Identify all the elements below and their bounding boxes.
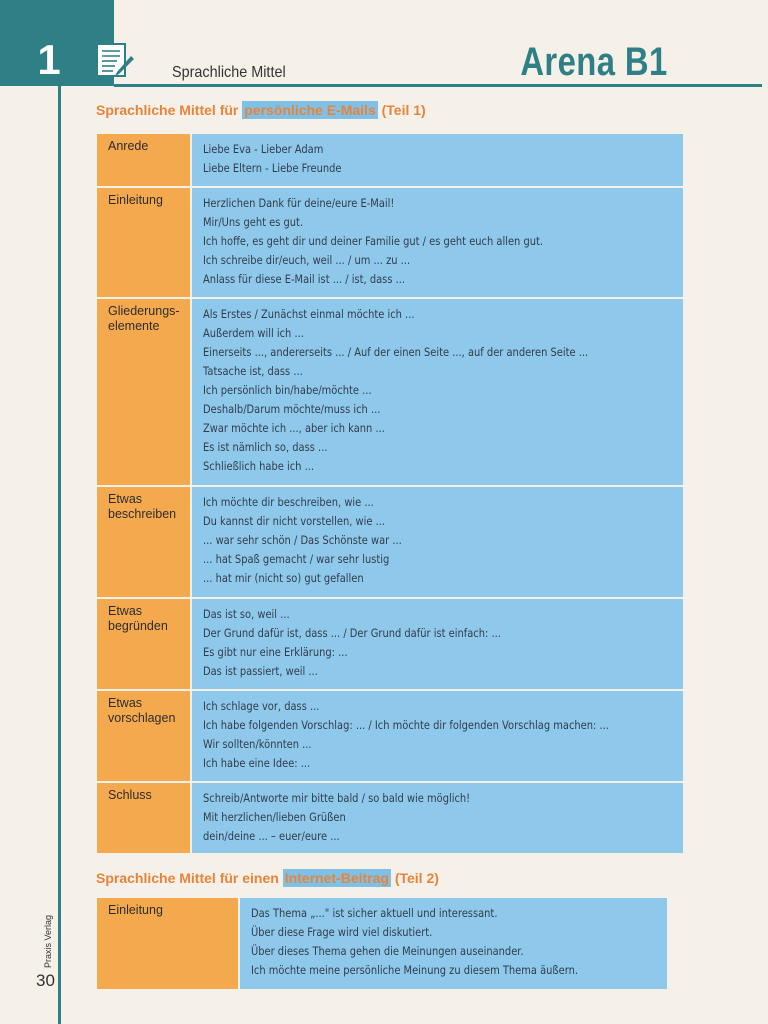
phrases-cell — [191, 298, 683, 486]
page-number: 30 — [36, 971, 55, 990]
phrase-item: Ich möchte meine persönliche Meinung zu diesem Thema äußern. — [251, 963, 579, 977]
phrase-item: Ich schlage vor, dass ... — [202, 699, 320, 713]
phrase-item: Schließlich habe ich ... — [202, 459, 314, 473]
phrase-row — [97, 187, 683, 298]
category-cell — [97, 898, 239, 990]
phrase-item: Ich hoffe, es geht dir und deiner Familie gut / es geht euch allen gut. — [202, 234, 543, 248]
category-cell — [97, 298, 191, 486]
phrase-item: Ich habe eine Idee: ... — [202, 756, 310, 770]
category-label: Etwas beschreiben — [108, 492, 177, 521]
notepad-pencil-icon — [95, 42, 135, 84]
phrase-row — [97, 898, 667, 990]
phrase-item: Herzlichen Dank für deine/eure E-Mail! — [202, 196, 394, 210]
phrase-item: Liebe Eva - Lieber Adam — [202, 142, 323, 156]
phrase-item: Es ist nämlich so, dass ... — [202, 440, 328, 454]
phrase-item: Du kannst dir nicht vorstellen, wie ... — [202, 514, 385, 528]
phrase-item: ... hat mir (nicht so) gut gefallen — [202, 571, 364, 585]
phrase-item: Das ist passiert, weil ... — [202, 664, 318, 678]
category-label: Einleitung — [108, 193, 163, 207]
phrase-item: Ich schreibe dir/euch, weil ... / um ... zu ... — [202, 253, 410, 267]
phrase-item: Tatsache ist, dass ... — [202, 364, 303, 378]
phrases-cell — [191, 782, 683, 854]
category-label: Etwas vorschlagen — [108, 696, 176, 725]
phrase-item: Anlass für diese E-Mail ist ... / ist, dass ... — [202, 272, 405, 286]
phrase-item: Zwar möchte ich ..., aber ich kann ... — [202, 421, 385, 435]
phrase-item: Wir sollten/könnten ... — [202, 737, 312, 751]
brand-title: Arena B1 — [520, 40, 668, 84]
section-label: Sprachliche Mittel — [172, 64, 286, 81]
phrases-cell — [191, 134, 683, 187]
phrase-list — [192, 299, 683, 482]
phrase-row — [97, 134, 683, 187]
phrase-item: Es gibt nur eine Erklärung: ... — [202, 645, 348, 659]
section-title-internet-post — [96, 870, 439, 886]
header-divider — [114, 84, 762, 87]
category-label: Schluss — [108, 788, 152, 802]
phrase-list — [192, 487, 683, 594]
phrase-item: ... hat Spaß gemacht / war sehr lustig — [202, 552, 389, 566]
phrase-item: ... war sehr schön / Das Schönste war ... — [202, 533, 402, 547]
phrase-item: Als Erstes / Zunächst einmal möchte ich ... — [202, 307, 415, 321]
phrases-cell — [239, 898, 667, 990]
internet-post-phrase-table — [97, 898, 667, 991]
section-title-suffix: (Teil 1) — [377, 102, 426, 118]
category-label: Gliederungs- elemente — [108, 304, 180, 333]
phrase-item: Über dieses Thema gehen die Meinungen auseinander. — [251, 944, 524, 958]
phrase-item: Einerseits ..., andererseits ... / Auf der einen Seite ..., auf der anderen Seite ... — [202, 345, 588, 359]
phrase-row — [97, 690, 683, 782]
phrase-item: Mit herzlichen/lieben Grüßen — [202, 810, 346, 824]
category-cell — [97, 486, 191, 598]
section-title-prefix: Sprachliche Mittel für — [96, 102, 243, 118]
phrase-item: Deshalb/Darum möchte/muss ich ... — [202, 402, 380, 416]
margin-rule — [58, 86, 61, 1024]
section-title-prefix: Sprachliche Mittel für einen — [96, 870, 283, 886]
phrase-item: Das ist so, weil ... — [202, 607, 290, 621]
phrase-item: Ich habe folgenden Vorschlag: ... / Ich möchte dir folgenden Vorschlag machen: ... — [202, 718, 609, 732]
phrases-cell — [191, 598, 683, 690]
category-cell — [97, 134, 191, 187]
category-cell — [97, 187, 191, 298]
publisher-note: Praxis Verlag — [43, 914, 53, 968]
category-label: Etwas begründen — [108, 604, 168, 633]
phrase-list — [192, 599, 683, 687]
email-phrase-table — [97, 134, 683, 855]
section-title-suffix: (Teil 2) — [390, 870, 439, 886]
phrases-cell — [191, 690, 683, 782]
phrase-item: Das Thema „..." ist sicher aktuell und interessant. — [251, 906, 498, 920]
phrase-list — [192, 188, 683, 295]
chapter-number: 1 — [37, 36, 61, 83]
phrase-item: Ich möchte dir beschreiben, wie ... — [202, 495, 374, 509]
phrase-item: Ich persönlich bin/habe/möchte ... — [202, 383, 372, 397]
section-title-highlight: persönliche E-Mails — [244, 102, 376, 118]
section-title-emails — [96, 102, 426, 118]
category-cell — [97, 690, 191, 782]
phrase-row — [97, 782, 683, 854]
phrase-item: Über diese Frage wird viel diskutiert. — [251, 925, 433, 939]
phrase-item: Außerdem will ich ... — [202, 326, 304, 340]
phrase-item: Der Grund dafür ist, dass ... / Der Grund dafür ist einfach: ... — [202, 626, 501, 640]
phrase-row — [97, 298, 683, 486]
category-label: Einleitung — [108, 903, 163, 917]
category-cell — [97, 782, 191, 854]
phrase-item: Mir/Uns geht es gut. — [202, 215, 303, 229]
phrase-item: dein/deine ... – euer/eure ... — [202, 829, 340, 843]
phrases-cell — [191, 187, 683, 298]
phrase-item: Liebe Eltern - Liebe Freunde — [202, 161, 342, 175]
phrase-list — [192, 691, 683, 779]
phrase-list — [192, 134, 683, 184]
phrases-cell — [191, 486, 683, 598]
phrase-row — [97, 486, 683, 598]
category-cell — [97, 598, 191, 690]
section-title-highlight: Internet-Beitrag — [284, 870, 389, 886]
phrase-list — [240, 898, 667, 986]
phrase-row — [97, 598, 683, 690]
phrase-list — [192, 783, 683, 852]
phrase-item: Schreib/Antworte mir bitte bald / so bald wie möglich! — [202, 791, 470, 805]
category-label: Anrede — [108, 139, 149, 153]
